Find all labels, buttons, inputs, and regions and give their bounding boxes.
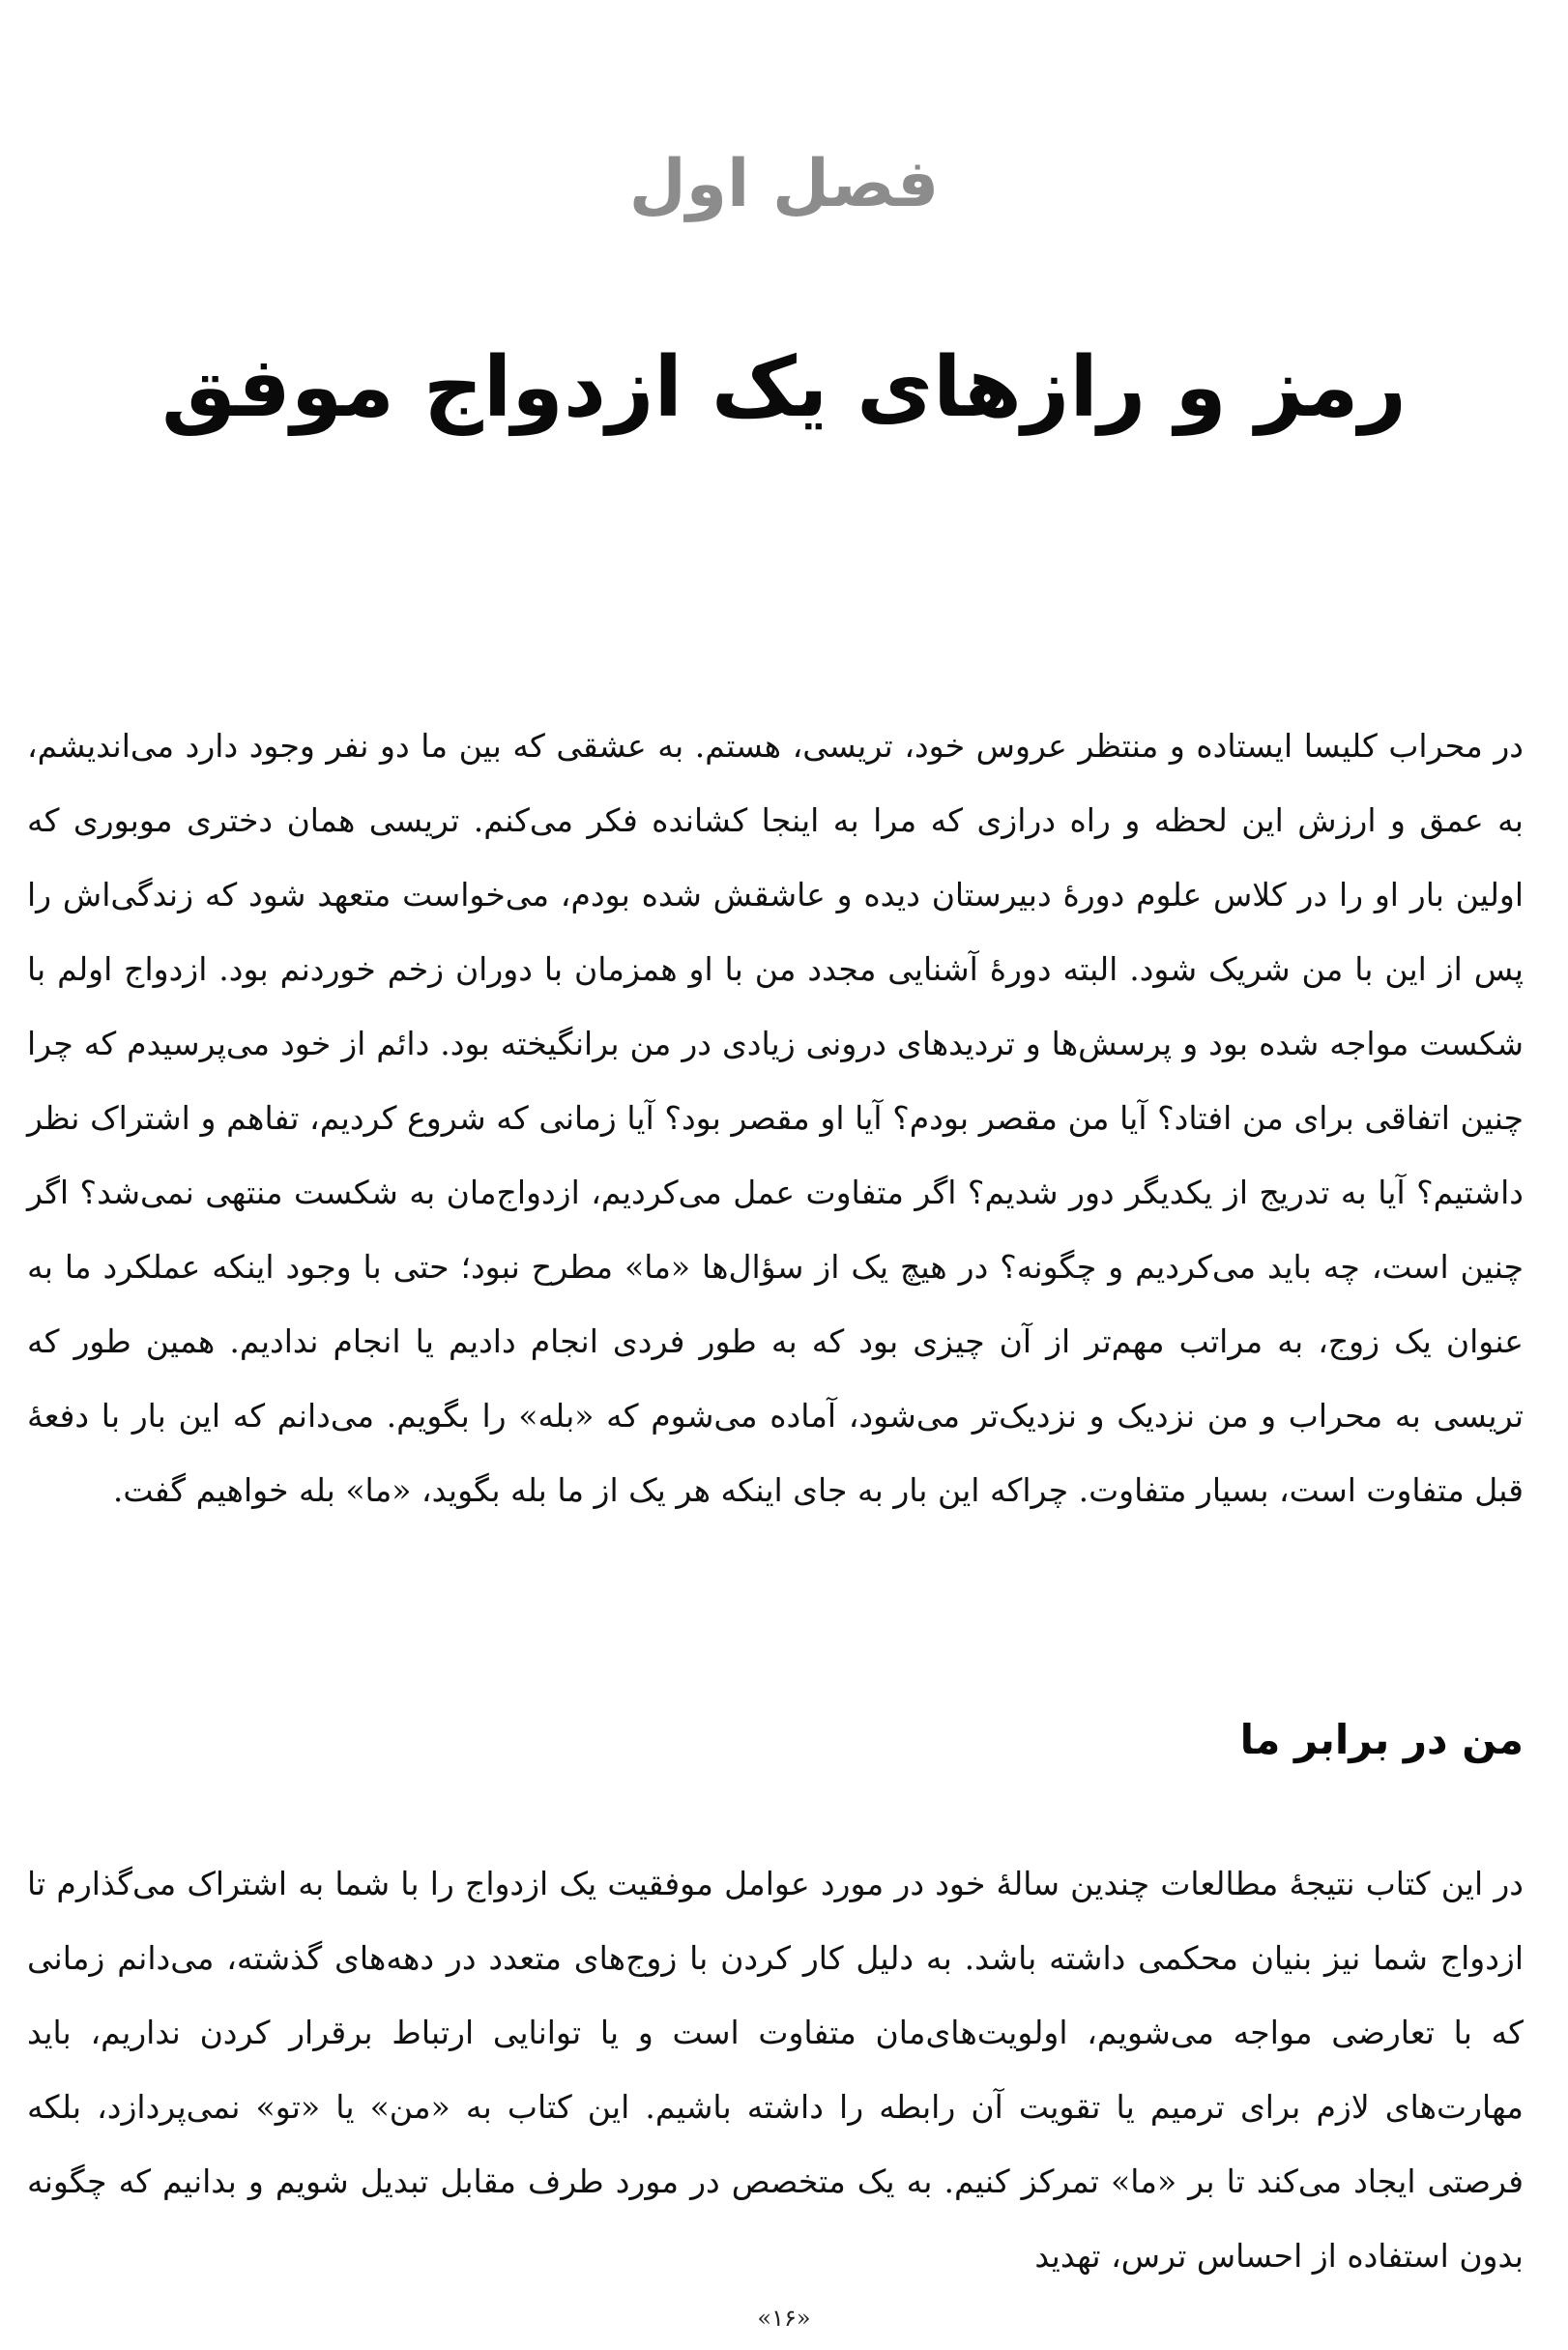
chapter-title: رمز و رازهای یک ازدواج موفق: [160, 339, 1408, 436]
chapter-label: فصل اول: [628, 146, 940, 222]
page-number: «۱۶»: [757, 2305, 811, 2332]
body-paragraph-1: در محراب کلیسا ایستاده و منتظر عروس خود، تریسی، هستم. به عشقی که بین ما دو نفر وجود دارد می‌اندیشم، به عمق و ارزش این لحظه و راه درازی که مرا به اینجا کشانده فکر می‌کنم. تریسی همان دختری موبوری که اولین بار او را در کلاس علوم دورهٔ دبیرستان دیده و عاشقش شده بودم، می‌خواست متعهد شود که زندگی‌اش را پس از این با من شریک شود. البته دورهٔ آشنایی مجدد من با او همزمان با دوران زخم خوردنم بود. ازدواج اولم با شکست مواجه شده بود و پرسش‌ها و تردیدهای درونی زیادی در من برانگیخته بود. دائم از خود می‌پرسیدم که چرا چنین اتفاقی برای من افتاد؟ آیا من مقصر بودم؟ آیا او مقصر بود؟ آیا زمانی که شروع کردیم، تفاهم و اشتراک نظر داشتیم؟ آیا به تدریج از یکدیگر دور شدیم؟ اگر متفاوت عمل می‌کردیم، ازدواج‌مان به شکست منتهی نمی‌شد؟ اگر چنین است، چه باید می‌کردیم و چگونه؟ در هیچ یک از سؤال‌ها «ما» مطرح نبود؛ حتی با وجود اینکه عملکرد ما به عنوان یک زوج، به مراتب مهم‌تر از آن چیزی بود که به طور فردی انجام دادیم یا انجام ندادیم. همین طور که تریسی به محراب و من نزدیک و نزدیک‌تر می‌شود، آماده می‌شوم که «بله» را بگویم. می‌دانم که این بار با دفعهٔ قبل متفاوت است، بسیار متفاوت. چراکه این بار به جای اینکه هر یک از ما بله بگوید، «ما» بله خواهیم گفت.: [27, 727, 1524, 1509]
body-paragraph-2: در این کتاب نتیجهٔ مطالعات چندین سالهٔ خود در مورد عوامل موفقیت یک ازدواج را با شما به اشتراک می‌گذارم تا ازدواج شما نیز بنیان محکمی داشته باشد. به دلیل کار کردن با زوج‌های متعدد در دهه‌های گذشته، می‌دانم زمانی که با تعارضی مواجه می‌شویم، اولویت‌های‌مان متفاوت است و یا توانایی ارتباط برقرار کردن نداریم، باید مهارت‌های لازم برای ترمیم یا تقویت آن رابطه را داشته باشیم. این کتاب به «من» یا «تو» نمی‌پردازد، بلکه فرصتی ایجاد می‌کند تا بر «ما» تمرکز کنیم. به یک متخصص در مورد طرف مقابل تبدیل شویم و بدانیم که چگونه بدون استفاده از احساس ترس، تهدید: [27, 1865, 1524, 2275]
section-heading: من در برابر ما: [1239, 1716, 1524, 1763]
